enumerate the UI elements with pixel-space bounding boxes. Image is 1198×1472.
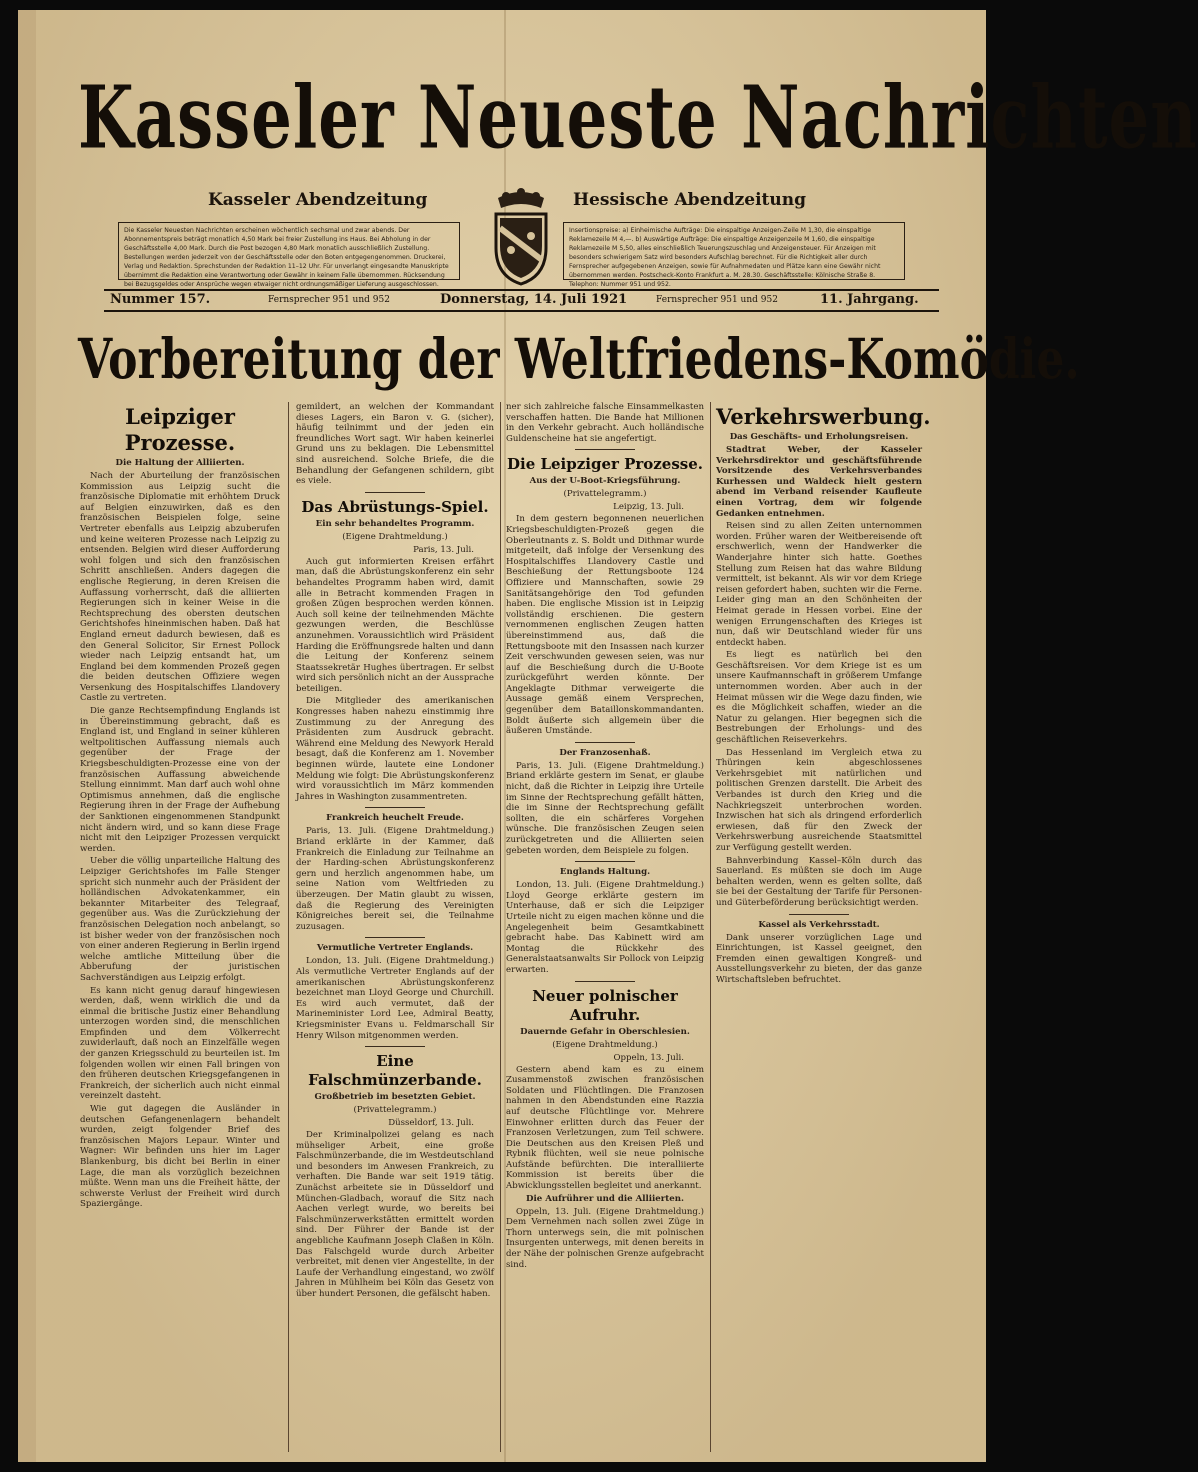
column-rule-3 [710, 402, 711, 1452]
separator [789, 914, 849, 915]
separator [575, 742, 635, 743]
column-1 [80, 402, 280, 1442]
paragraph: Das Hessenland im Vergleich etwa zu Thüringen kein abgeschlossenes Verkehrsgebiet mit natürlichen und politischen Grenzen darstellt. Die Arbeit des Verbandes ist durch den Krieg und die Nachkriegszeit unterbrochen worden. Inzwischen hat sich als dringend erforderlich erwiesen, daß für den Zweck der Verkehrswerbung ausreichende Staatsmittel zur Verfügung gestellt werden. [716, 747, 922, 853]
paragraph: gemildert, an welchen der Kommandant dieses Lagers, ein Baron v. G. (sicher), häufig teilnimmt und der jeden ein freundliches Wort sagt. Wir haben keinerlei Grund uns zu beklagen. Die Lebensmittel sind ausreichend. Solche Briefe, die die Behandlung der Gefangenen schildern, gibt es viele. [296, 402, 494, 487]
paragraph: ner sich zahlreiche falsche Einsammelkasten verschaffen hatten. Die Bande hat Millionen in den Verkehr gebracht. Auch holländische Guldenscheine hat sie angefertigt. [506, 402, 704, 444]
dateline: Paris, 13. Juli. [413, 544, 474, 555]
main-headline: Vorbereitung der Weltfriedens-Komödie. [78, 328, 1080, 392]
article-subtitle: Aus der U-Boot-Kriegsführung. [529, 476, 681, 487]
subtitle-left: Kasseler Abendzeitung [208, 190, 428, 210]
paragraph: Der Kriminalpolizei gelang es nach mühseliger Arbeit, eine große Falschmünzerbande, die im Westdeutschland und besonders im Anwesen Frankreich, zu verhaften. Die Bande war seit 1919 tätig. Zunächst arbeitete sie in Düsseldorf und München-Gladbach, worauf die Sitz nach Aachen verlegt wurde, wo bereits bei Falschmünzerwerkstätten ermittelt worden sind. Der Führer der Bande ist der angebliche Kaufmann Joseph Claßen in Köln. Das Falschgeld wurde durch Arbeiter verbreitet, mit denen vier Angestellte, in der Laufe der Verhandlung eingestand, wo zwölf Jahren in Mühlheim bei Köln das Gesetz von über hundert Personen, die gefälscht haben. [296, 1130, 494, 1299]
dateline: Oppeln, 13. Juli. [613, 1052, 684, 1063]
bottom-rule [104, 310, 939, 312]
issue-number: Nummer 157. [110, 292, 211, 307]
volume-number: 11. Jahrgang. [820, 292, 919, 307]
article-subtitle: Großbetrieb im besetzten Gebiet. [314, 1092, 476, 1103]
separator [365, 1046, 425, 1047]
coat-of-arms-icon [486, 188, 556, 288]
paragraph: Oppeln, 13. Juli. (Eigene Drahtmeldung.) Dem Vernehmen nach sollen zwei Züge in Thorn unterwegs sein, die mit polnischen Insurgenten unterwegs, mit denen bereits in der Nähe der polnischen Grenze aufgebracht sind. [506, 1206, 704, 1270]
article-title: Eine Falschmünzerbande. [308, 1052, 482, 1090]
subtitle-right: Hessische Abendzeitung [573, 190, 807, 210]
paragraph: Bahnverbindung Kassel–Köln durch das Sauerland. Es müßten sie doch im Auge behalten werden, wenn es gelten sollte, daß sie bei der Gestaltung der Tarife für Personen- und Güterbeförderung berücksichtigt werden. [716, 855, 922, 908]
article-subtitle: Die Haltung der Alliierten. [115, 458, 245, 468]
phone-left: Fernsprecher 951 und 952 [268, 295, 390, 305]
paragraph: Es liegt es natürlich bei den Geschäftsreisen. Vor dem Kriege ist es um unsere Kaufmannschaft in größerem Umfange unternommen worden. Aber auch in der Heimat müssen wir die Wege dazu finden, wie es die Möglichkeit schaffen, wieder an die Natur zu gelangen. Hier begegnen sich die Bestrebungen der Erholungs- und des geschäftlichen Reiseverkehrs. [716, 650, 922, 746]
newspaper-page [18, 10, 1198, 1462]
paragraph: Wie gut dagegen die Ausländer in deutschen Gefangenenlagern behandelt wurden, zeigt folgender Brief des französischen Majors Lepaur. Winter und Wagner: Wir befinden uns hier im Lager Blankenburg, bis dicht bei Berlin in einer Lage, die man als vorzüglich bezeichnen müßte. Wenn man uns die Freiheit hätte, der schwerste Verlust der Freiheit wird durch Spaziergänge. [80, 1104, 280, 1210]
separator [365, 937, 425, 938]
dateline: Leipzig, 13. Juli. [613, 502, 684, 513]
article-subtitle: Ein sehr behandeltes Programm. [315, 518, 475, 529]
article-subtitle: Die Aufrührer und die Alliierten. [526, 1193, 684, 1204]
article-title: Neuer polnischer Aufruhr. [532, 986, 678, 1024]
article-subtitle: Englands Haltung. [559, 867, 651, 878]
issue-info-bar [108, 292, 934, 310]
separator [365, 807, 425, 808]
column-2 [296, 402, 494, 1442]
paragraph: Paris, 13. Juli. (Eigene Drahtmeldung.) Briand erklärte in der Kammer, daß Frankreich die Einladung zur Teilnahme an der Harding-schen Abrüstungskonferenz gern und herzlich angenommen habe, um seine Nation vom Weltfrieden zu überzeugen. Der Matin glaubt zu wissen, daß die Regierung des Vereinigten Königreiches bereit sei, die Teilnahme zuzusagen. [296, 826, 494, 932]
article-source: (Privattelegramm.) [563, 489, 647, 500]
article-subtitle: Das Geschäfts- und Erholungsreisen. [729, 432, 909, 442]
paragraph: In dem gestern begonnenen neuerlichen Kriegsbeschuldigten-Prozeß gegen die Oberleutnants z. S. Boldt und Dithmar wurde mitgeteilt, daß infolge der Versenkung des Hospitalschiffes Llandovery Castle und Beschießung der Rettungsboote 124 Offiziere und Mannschaften, sowie 29 Sanitätsangehörige den Tod gefunden haben. Die englische Mission ist in Leipzig vollständig erschienen. Die gestern vernommenen englischen Zeugen hatten übereinstimmend aus, daß die Rettungsboote mit den Insassen nach kurzer Zeit verschwunden gewesen seien, was nur auf die Beschießung durch die U-Boote zurückgeführt werden könnte. Der Angeklagte Dithmar verweigerte die Aussage gemäß einem Versprechen, gegenüber dem Bataillonskommandanten. Boldt äußerte sich allgemein über die äußeren Umstände. [506, 514, 704, 737]
paragraph: Ueber die völlig unparteiliche Haltung des Leipziger Gerichtshofes im Falle Stenger spricht sich nunmehr auch der Präsident der holländischen Advokatenkammer, ein bekannter Mitarbeiter des Telegraaf, gegenüber aus. Was die Zurückziehung der französischen Delegation noch anbelangt, so ist bisher weder von der französischen noch von einer anderen Regierung in Berlin irgend welche amtliche Mitteilung über die Abberufung der juristischen Sachverständigen aus Leipzig erfolgt. [80, 856, 280, 983]
paragraph: London, 13. Juli. (Eigene Drahtmeldung.) Als vermutliche Vertreter Englands auf der amerikanischen Abrüstungskonferenz bezeichnet man Lloyd George und Churchill. Es wird auch vermutet, daß der Marineminister Lord Lee, Admiral Beatty, Kriegsminister Evans u. Feldmarschall Sir Henry Wilson mitgenommen werden. [296, 956, 494, 1041]
paragraph: Auch gut informierten Kreisen erfährt man, daß die Abrüstungskonferenz ein sehr behandeltes Programm haben wird, damit alle in Betracht kommenden Fragen in großen Zügen besprochen werden können. Auch soll keine der teilnehmenden Mächte gezwungen werden, die Beschlüsse anzunehmen. Voraussichtlich wird Präsident Harding die Eröffnungsrede halten und dann die Leitung der Konferenz seinem Staatssekretär Hughes übertragen. Er selbst wird sich persönlich nicht an der Aussprache beteiligen. [296, 556, 494, 694]
column-rule-2 [500, 402, 501, 1452]
article-source: (Eigene Drahtmeldung.) [552, 1039, 658, 1050]
subscription-info-box: Die Kasseler Neuesten Nachrichten erscheinen wöchentlich sechsmal und zwar abends. Der Abonnementspreis beträgt monatlich 4,50 Mark bei freier Zustellung ins Haus. Bei Abholung in der Geschäftsstelle 4,00 Mark. Durch die Post bezogen 4,80 Mark monatlich ausschließlich Zustellung. Bestellungen werden jederzeit von der Geschäftsstelle oder den Boten entgegengenommen. Druckerei, Verlag und Redaktion. Sprechstunden der Redaktion 11–12 Uhr. Für unverlangt eingesandte Manuskripte übernimmt die Redaktion eine Verantwortung oder Gewähr in keinem Falle übernommen. Rücksendung bei Bezugsgeldes oder Ansprüche wegen etwaiger nicht ordnungsmäßiger Lieferung ausgeschlossen. [118, 222, 460, 280]
top-rule [104, 289, 939, 291]
paragraph: Stadtrat Weber, der Kasseler Verkehrsdirektor und geschäftsführende Vorsitzende des Verkehrsverbandes Kurhessen und Waldeck hielt gestern abend im Verband reisender Kaufleute einen Vortrag, dem wir folgende Gedanken entnehmen. [716, 445, 922, 519]
paragraph: Gestern abend kam es zu einem Zusammenstoß zwischen französischen Soldaten und Flüchtlingen. Die Franzosen nahmen in den Abendstunden eine Razzia auf deutsche Flüchtlinge vor. Mehrere Einwohner erlitten durch das Feuer der Franzosen Verletzungen, zum Teil schwere. Die Deutschen aus den Kreisen Pleß und Rybnik flüchten, weil sie neue polnische Aufstände befürchten. Die interalliierte Kommission ist bereits über die Abwicklungsstellen begleitet und anerkannt. [506, 1064, 704, 1192]
column-3 [506, 402, 704, 1442]
paragraph: London, 13. Juli. (Eigene Drahtmeldung.) Lloyd George erklärte gestern im Unterhause, daß er sich die Leipziger Urteile nicht zu eigen machen könne und die Angelegenheit beim Gesamtkabinett gebracht habe. Das Kabinett wird am Montag die Rückkehr des Generalstaatsanwalts Sir Pollock von Leipzig erwarten. [506, 880, 704, 975]
separator [575, 449, 635, 450]
separator [575, 981, 635, 982]
dateline: Düsseldorf, 13. Juli. [388, 1118, 474, 1129]
article-subtitle: Der Franzosenhaß. [559, 747, 651, 758]
article-subtitle: Kassel als Verkehrsstadt. [758, 919, 880, 930]
advertising-rates-box: Insertionspreise: a) Einheimische Aufträge: Die einspaltige Anzeigen-Zeile M 1,30, die einspaltige Reklamezeile M 4,—. b) Auswärtige Aufträge: Die einspaltige Anzeigenzeile M 1,60, die einspaltige Reklamezeile M 5,50, alles einschließlich Teuerungszuschlag und Anzeigensteuer. Für Anzeigen mit besonders schwierigem Satz wird besonders Aufschlag berechnet. Für die Richtigkeit aller durch Fernsprecher aufgegebenen Anzeigen, sowie für Aufnahmedaten und Plätze kann eine Gewähr nicht übernommen werden. Postscheck-Konto Frankfurt a. M. 28.30. Geschäftsstelle: Kölnische Straße 8. Telephon: Nummer 951 und 952. [563, 222, 905, 280]
article-subtitle: Vermutliche Vertreter Englands. [316, 943, 474, 954]
article-title: Verkehrswerbung. [716, 404, 931, 429]
paragraph: Dank unserer vorzüglichen Lage und Einrichtungen, ist Kassel geeignet, den Fremden einen gewaltigen Kongreß- und Ausstellungsverkehr zu bieten, der das ganze Wirtschaftsleben befruchtet. [716, 932, 922, 985]
paragraph: Es kann nicht genug darauf hingewiesen werden, daß, wenn wirklich die und da einmal die britische Justiz einer Behandlung unterzogen worden sind, die menschlichen Empfinden und dem Völkerrecht zuwiderlauft, daß noch an Einzelfälle wegen der ganzen Kriegsschuld zu beurteilen ist. Im folgenden wollen wir einen Fall bringen von den früheren deutschen Kriegsgefangenen in Frankreich, der sicherlich auch nicht einmal vereinzelt dasteht. [80, 985, 280, 1102]
article-subtitle: Dauernde Gefahr in Oberschlesien. [520, 1026, 690, 1037]
separator [365, 492, 425, 493]
paragraph: Nach der Aburteilung der französischen Kommission aus Leipzig sucht die französische Diplomatie mit erhöhtem Druck auf Belgien einzuwirken, daß es den französischen Beispielen folge, seine Vertreter ebenfalls aus Leipzig abzuberufen und keine weiteren Prozesse nach Leipzig zu entsenden. Belgien wird dieser Aufforderung wohl folgen und sich den französischen Schritt anschließen. Anders dagegen die englische Regierung, in deren Kreisen die Auffassung vorherrscht, daß die alliierten Regierungen sich in keiner Weise in die Rechtsprechung des obersten deutschen Gerichtshofes hineinmischen haben. Daß hat England erneut dadurch bewiesen, daß es den General Solicitor, Sir Ernest Pollock wieder nach Leipzig entsandt hat, um England bei dem kommenden Prozeß gegen die beiden deutschen Offiziere wegen Versenkung des Hospitalschiffes Llandovery Castle zu vertreten. [80, 471, 280, 704]
article-title: Leipziger Prozesse. [124, 404, 236, 455]
issue-date: Donnerstag, 14. Juli 1921 [440, 292, 628, 307]
article-subtitle: Frankreich heuchelt Freude. [326, 813, 464, 824]
column-4 [716, 402, 931, 1442]
left-edge-shadow [18, 10, 36, 1462]
paragraph: Paris, 13. Juli. (Eigene Drahtmeldung.) Briand erklärte gestern im Senat, er glaube nicht, daß die Richter in Leipzig ihre Urteile im Sinne der Rechtsprechung gefällt hätten, die im Sinne der Rechtsprechung gefällt sollten, die ein schärferes Vorgehen wünsche. Die französischen Zeugen seien zurückgetreten und die Alliierten seien gebeten worden, dem Beispiele zu folgen. [506, 760, 704, 856]
column-rule-1 [288, 402, 289, 1452]
paragraph: Reisen sind zu allen Zeiten unternommen worden. Früher waren der Weitbereisende oft erschwerlich, wenn der Handwerker die Wanderjahre hinter sich hatte. Goethes Stellung zum Reisen hat das wahre Bildung vermittelt, ist bekannt. Als wir vor dem Kriege reisen gefordert haben, suchten wir die Ferne. Leider ging man an den Schönheiten der Heimat gerade in Hessen vorbei. Eine der wenigen Errungenschaften des Krieges ist nun, daß wir Deutschland wieder für uns entdeckt haben. [716, 521, 922, 648]
paragraph: Die ganze Rechtsempfindung Englands ist in Übereinstimmung gebracht, daß es England ist, und England in seiner kühleren weltpolitischen Auffassung niemals auch gegenüber der Frage der Kriegsbeschuldigten-Prozesse eine von der französischen Auffassung abweichende Stellung einnimmt. Man darf auch wohl ohne Optimismus annehmen, daß die englische Regierung ihren in der Frage der Aufhebung der Sanktionen eingenommenen Standpunkt nicht ändern wird, und so kann diese Frage nicht mit den Leipziger Prozessen verquickt werden. [80, 706, 280, 854]
article-source: (Eigene Drahtmeldung.) [342, 531, 448, 542]
masthead-title: Kasseler Neueste Nachrichten [78, 68, 1198, 170]
article-source: (Privattelegramm.) [353, 1105, 437, 1116]
phone-right: Fernsprecher 951 und 952 [656, 295, 778, 305]
separator [575, 861, 635, 862]
article-title: Das Abrüstungs-Spiel. [301, 497, 489, 516]
article-title: Die Leipziger Prozesse. [506, 455, 704, 474]
paragraph: Die Mitglieder des amerikanischen Kongresses haben nahezu einstimmig ihre Zustimmung zu der Anregung des Präsidenten zum Ausdruck gebracht. Während eine Meldung des Newyork Herald besagt, daß die Konferenz am 1. November beginnen würde, lautete eine Londoner Meldung wie folgt: Die Abrüstungskonferenz wird voraussichtlich im März kommenden Jahres in Washington zusammentreten. [296, 696, 494, 802]
